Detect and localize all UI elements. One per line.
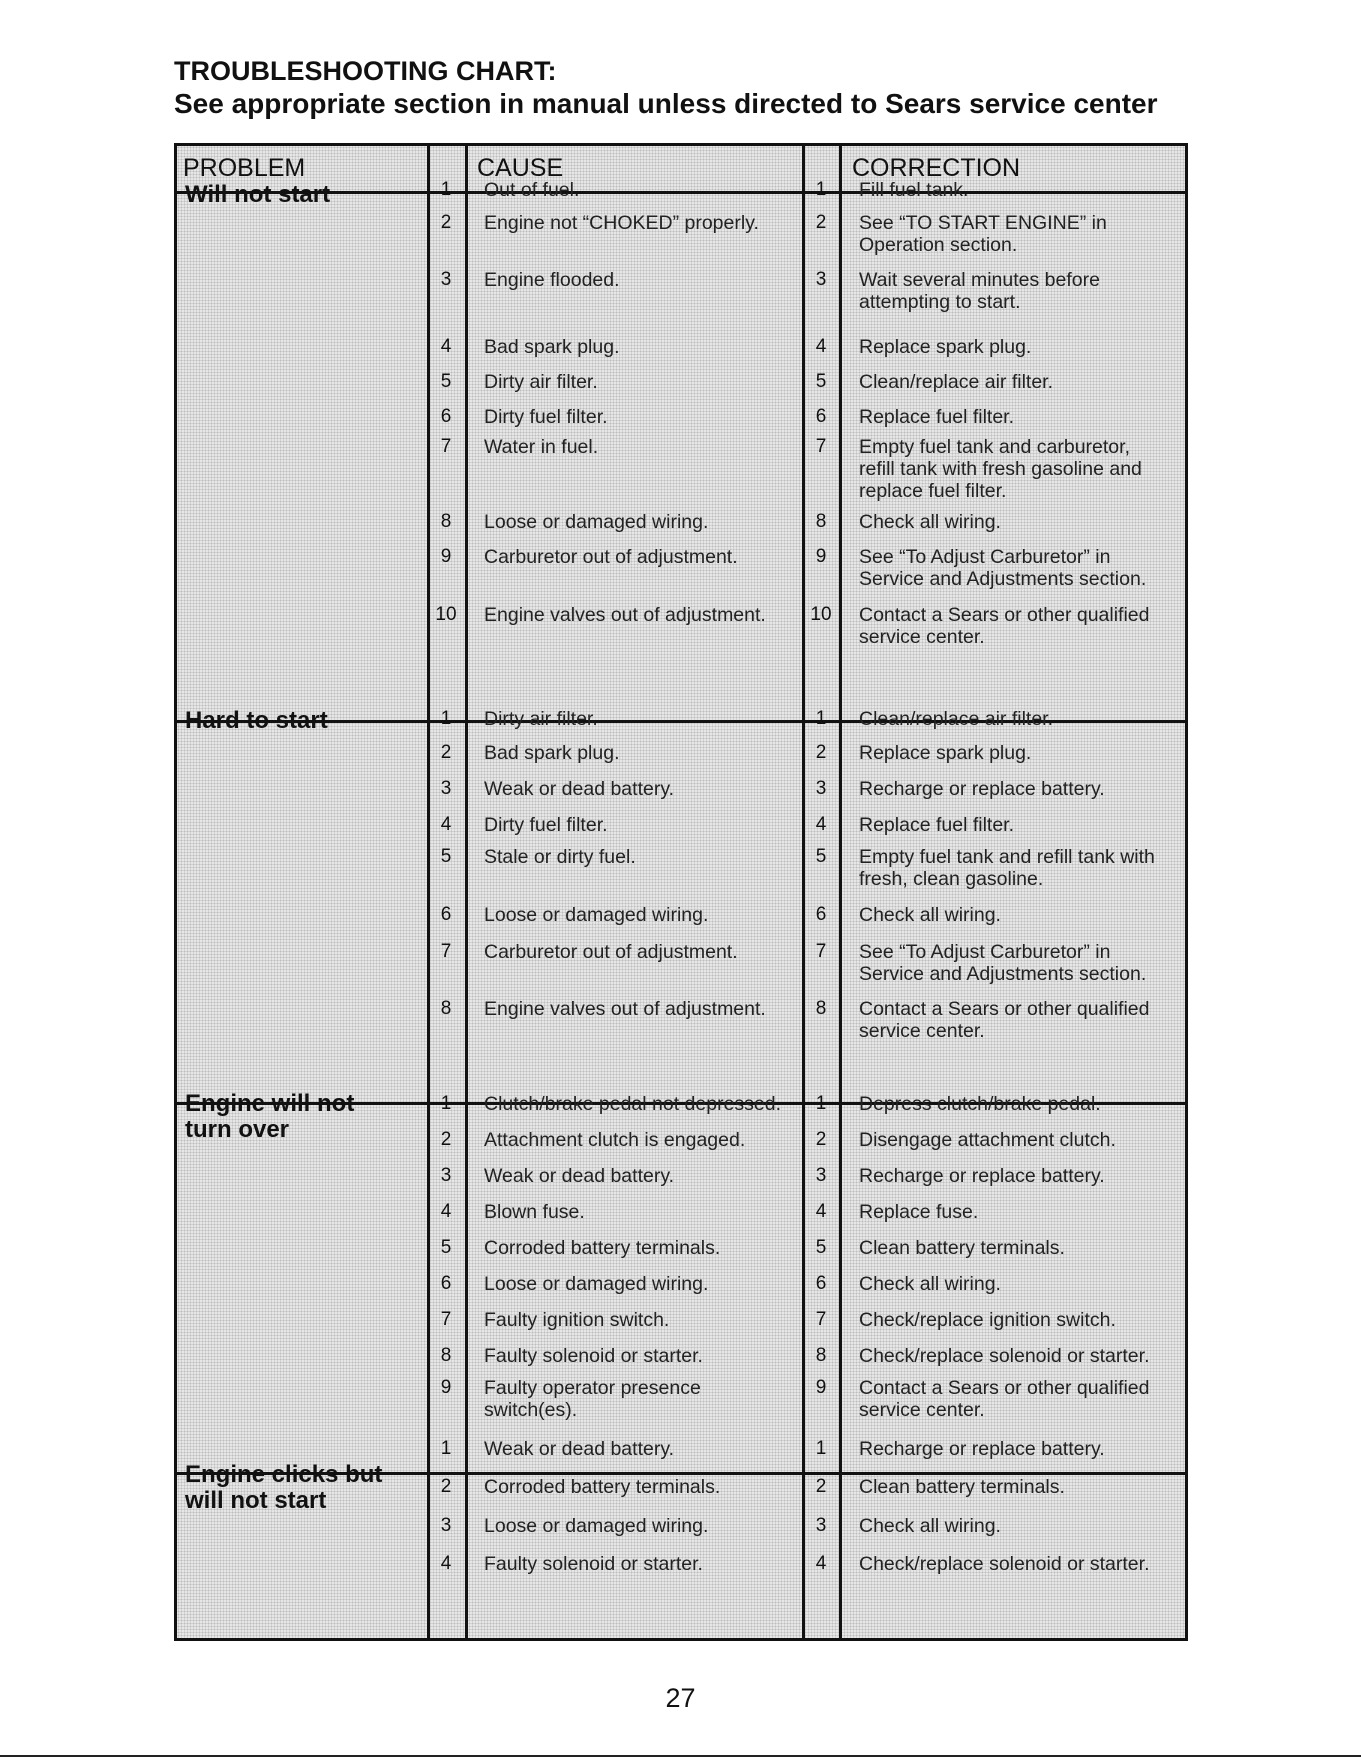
correction-text: Check/replace ignition switch. [859, 1309, 1116, 1331]
correction-text: Empty fuel tank and carburetor, refill tank with fresh gasoline and replace fuel filter. [859, 436, 1142, 502]
cause-text: Attachment clutch is engaged. [484, 1129, 746, 1151]
cause-text: Stale or dirty fuel. [484, 846, 636, 868]
chart-title: TROUBLESHOOTING CHART: [174, 56, 557, 86]
correction-number: 3 [815, 1515, 827, 1536]
correction-number: 2 [815, 1129, 827, 1150]
cause-number: 5 [440, 846, 452, 867]
cause-number: 5 [440, 1237, 452, 1258]
cause-text: Loose or damaged wiring. [484, 904, 709, 926]
header-correction: CORRECTION [852, 154, 1021, 182]
correction-number: 3 [815, 1165, 827, 1186]
correction-text: See “To Adjust Carburetor” in Service and Adjustments section. [859, 546, 1147, 590]
cause-text: Dirty air filter. [484, 371, 598, 393]
correction-text: Wait several minutes before attempting to start. [859, 269, 1100, 313]
cause-number: 8 [440, 998, 452, 1019]
correction-number: 5 [815, 371, 827, 392]
correction-number: 3 [815, 269, 827, 290]
correction-number: 7 [815, 941, 827, 962]
cause-number: 2 [440, 212, 452, 233]
cause-number: 4 [440, 1201, 452, 1222]
cause-number: 8 [440, 1345, 452, 1366]
cause-number: 3 [440, 778, 452, 799]
cause-number: 8 [440, 511, 452, 532]
cause-text: Clutch/brake pedal not depressed. [484, 1093, 782, 1115]
page-number: 27 [665, 1683, 696, 1713]
cause-text: Weak or dead battery. [484, 1438, 675, 1460]
cause-text: Carburetor out of adjustment. [484, 941, 738, 963]
cause-text: Dirty air filter. [484, 708, 598, 730]
correction-number: 9 [815, 546, 827, 567]
correction-text: Clean battery terminals. [859, 1476, 1065, 1498]
correction-text: Fill fuel tank. [859, 179, 969, 201]
cause-text: Corroded battery terminals. [484, 1237, 721, 1259]
correction-number: 8 [815, 1345, 827, 1366]
cause-number: 7 [440, 1309, 452, 1330]
chart-subtitle: See appropriate section in manual unless directed to Sears service center [174, 88, 1158, 119]
correction-number: 10 [810, 604, 832, 625]
correction-text: Empty fuel tank and refill tank with fresh, clean gasoline. [859, 846, 1155, 890]
cause-text: Engine not “CHOKED” properly. [484, 212, 759, 234]
correction-number: 5 [815, 1237, 827, 1258]
correction-number: 8 [815, 511, 827, 532]
correction-text: Check/replace solenoid or starter. [859, 1553, 1150, 1575]
cause-text: Corroded battery terminals. [484, 1476, 721, 1498]
cause-number: 6 [440, 904, 452, 925]
correction-number: 7 [815, 436, 827, 457]
cause-text: Weak or dead battery. [484, 1165, 675, 1187]
column-divider [839, 146, 842, 1638]
cause-number: 5 [440, 371, 452, 392]
cause-number: 4 [440, 1553, 452, 1574]
correction-number: 7 [815, 1309, 827, 1330]
cause-number: 1 [440, 1438, 452, 1459]
column-divider [465, 146, 468, 1638]
cause-number: 1 [440, 1093, 452, 1114]
problem-label: Engine clicks but will not start [185, 1461, 383, 1514]
correction-text: Contact a Sears or other qualified service center. [859, 1377, 1150, 1421]
cause-text: Carburetor out of adjustment. [484, 546, 738, 568]
page-bottom-rule [0, 1755, 1361, 1757]
correction-text: Clean battery terminals. [859, 1237, 1065, 1259]
correction-number: 1 [815, 1438, 827, 1459]
column-divider [427, 146, 430, 1638]
correction-text: Replace fuse. [859, 1201, 979, 1223]
cause-text: Dirty fuel filter. [484, 406, 608, 428]
cause-number: 3 [440, 1515, 452, 1536]
correction-number: 1 [815, 179, 827, 200]
cause-number: 4 [440, 336, 452, 357]
cause-number: 9 [440, 546, 452, 567]
correction-number: 6 [815, 904, 827, 925]
correction-text: Replace spark plug. [859, 742, 1032, 764]
problem-label: Engine will not turn over [185, 1090, 355, 1143]
correction-number: 6 [815, 406, 827, 427]
cause-text: Weak or dead battery. [484, 778, 675, 800]
cause-number: 7 [440, 436, 452, 457]
cause-text: Faulty solenoid or starter. [484, 1553, 703, 1575]
correction-text: Recharge or replace battery. [859, 778, 1105, 800]
header-problem: PROBLEM [183, 154, 306, 182]
cause-text: Loose or damaged wiring. [484, 1515, 709, 1537]
correction-text: Replace spark plug. [859, 336, 1032, 358]
cause-text: Loose or damaged wiring. [484, 1273, 709, 1295]
correction-text: Contact a Sears or other qualified service center. [859, 604, 1150, 648]
troubleshooting-table [174, 143, 1188, 1641]
correction-text: Clean/replace air filter. [859, 708, 1054, 730]
cause-text: Engine valves out of adjustment. [484, 998, 766, 1020]
correction-text: Replace fuel filter. [859, 814, 1015, 836]
correction-number: 1 [815, 1093, 827, 1114]
problem-label: Will not start [185, 181, 331, 208]
cause-number: 3 [440, 269, 452, 290]
correction-number: 4 [815, 336, 827, 357]
correction-number: 6 [815, 1273, 827, 1294]
correction-number: 5 [815, 846, 827, 867]
correction-text: See “To Adjust Carburetor” in Service and Adjustments section. [859, 941, 1147, 985]
cause-number: 9 [440, 1377, 452, 1398]
cause-number: 4 [440, 814, 452, 835]
correction-number: 8 [815, 998, 827, 1019]
correction-text: Recharge or replace battery. [859, 1165, 1105, 1187]
cause-text: Out of fuel. [484, 179, 580, 201]
cause-text: Engine flooded. [484, 269, 620, 291]
cause-number: 1 [440, 179, 452, 200]
correction-text: Contact a Sears or other qualified service center. [859, 998, 1150, 1042]
correction-text: Depress clutch/brake pedal. [859, 1093, 1101, 1115]
correction-number: 4 [815, 814, 827, 835]
cause-number: 2 [440, 1129, 452, 1150]
correction-text: Disengage attachment clutch. [859, 1129, 1116, 1151]
cause-number: 3 [440, 1165, 452, 1186]
correction-text: Recharge or replace battery. [859, 1438, 1105, 1460]
cause-text: Faulty solenoid or starter. [484, 1345, 703, 1367]
correction-number: 2 [815, 212, 827, 233]
correction-number: 9 [815, 1377, 827, 1398]
cause-number: 7 [440, 941, 452, 962]
correction-text: See “TO START ENGINE” in Operation section. [859, 212, 1107, 256]
correction-text: Check all wiring. [859, 1273, 1001, 1295]
correction-text: Replace fuel filter. [859, 406, 1015, 428]
cause-text: Engine valves out of adjustment. [484, 604, 766, 626]
cause-text: Faulty ignition switch. [484, 1309, 670, 1331]
cause-text: Bad spark plug. [484, 336, 620, 358]
cause-number: 6 [440, 406, 452, 427]
correction-number: 1 [815, 708, 827, 729]
correction-text: Check all wiring. [859, 511, 1001, 533]
correction-text: Check all wiring. [859, 904, 1001, 926]
correction-text: Check all wiring. [859, 1515, 1001, 1537]
correction-number: 2 [815, 1476, 827, 1497]
problem-label: Hard to start [185, 707, 328, 734]
cause-text: Faulty operator presence switch(es). [484, 1377, 701, 1421]
header-cause: CAUSE [477, 154, 564, 182]
correction-number: 3 [815, 778, 827, 799]
cause-number: 6 [440, 1273, 452, 1294]
cause-text: Bad spark plug. [484, 742, 620, 764]
cause-text: Loose or damaged wiring. [484, 511, 709, 533]
correction-number: 2 [815, 742, 827, 763]
cause-text: Water in fuel. [484, 436, 599, 458]
correction-number: 4 [815, 1201, 827, 1222]
cause-text: Dirty fuel filter. [484, 814, 608, 836]
correction-number: 4 [815, 1553, 827, 1574]
cause-text: Blown fuse. [484, 1201, 585, 1223]
cause-number: 1 [440, 708, 452, 729]
correction-text: Clean/replace air filter. [859, 371, 1054, 393]
correction-text: Check/replace solenoid or starter. [859, 1345, 1150, 1367]
cause-number: 2 [440, 1476, 452, 1497]
cause-number: 2 [440, 742, 452, 763]
cause-number: 10 [435, 604, 457, 625]
